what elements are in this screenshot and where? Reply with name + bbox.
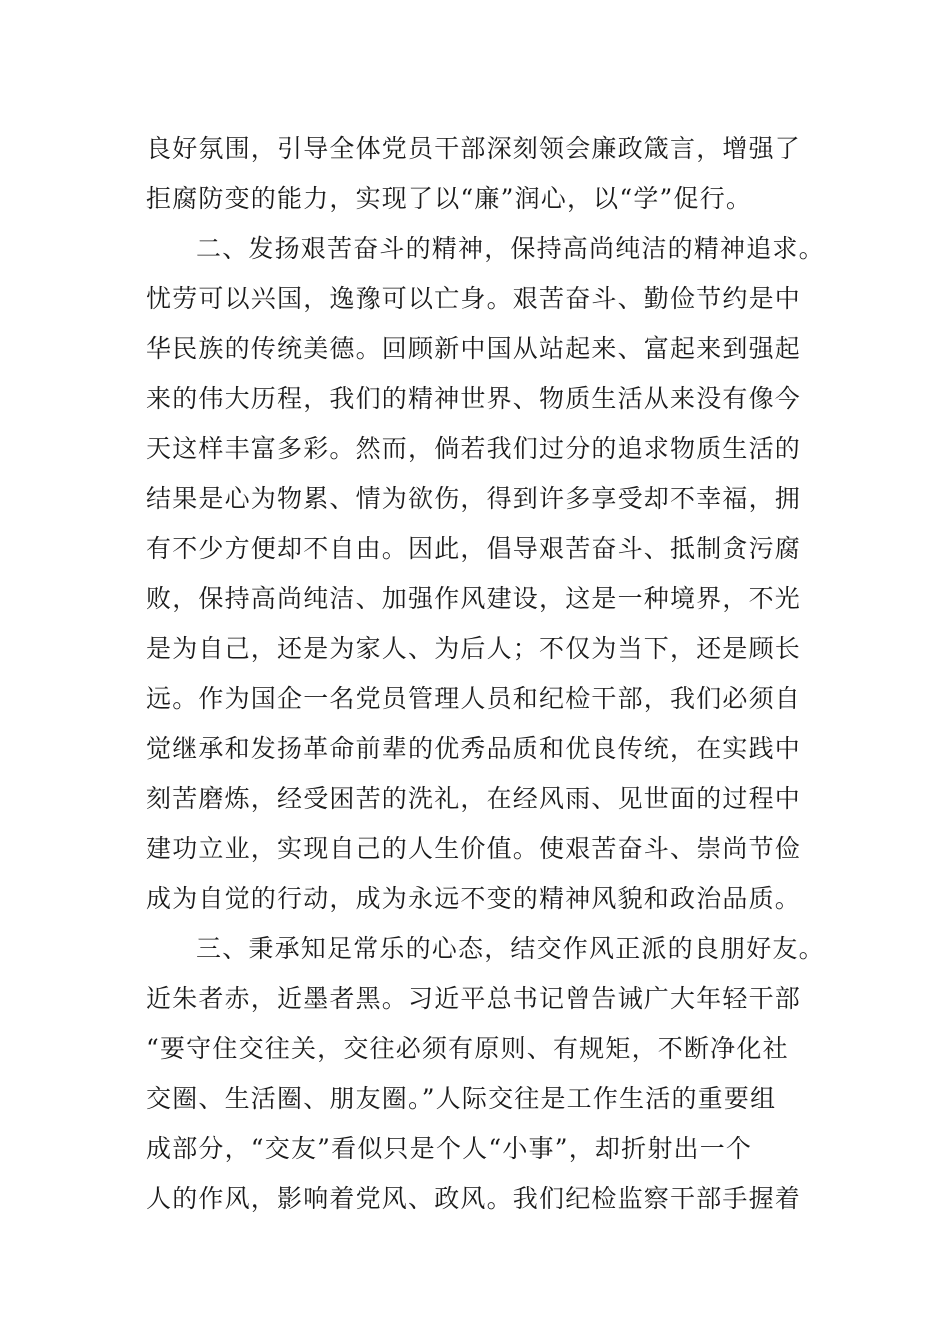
body-text	[146, 124, 826, 1224]
text-line: 人的作风，影响着党风、政风。我们纪检监察干部手握着	[146, 1184, 802, 1213]
text-line: 天这样丰富多彩。然而，倘若我们过分的追求物质生活的	[146, 434, 802, 463]
text-line: 拒腐防变的能力，实现了以“廉”润心，以“学”促行。	[146, 184, 753, 213]
text-line: 华民族的传统美德。回顾新中国从站起来、富起来到强起	[146, 334, 802, 363]
text-line: 是为自己，还是为家人、为后人；不仅为当下，还是顾长	[146, 634, 802, 663]
text-line: 远。作为国企一名党员管理人员和纪检干部，我们必须自	[146, 684, 802, 713]
text-line: 成部分，“交友”看似只是个人“小事”，却折射出一个	[146, 1134, 753, 1163]
section-heading-3: 三、秉承知足常乐的心态，结交作风正派的良朋好友。	[196, 934, 825, 963]
text-line: 交圈、生活圈、朋友圈。”人际交往是工作生活的重要组	[146, 1084, 777, 1113]
text-line: 来的伟大历程，我们的精神世界、物质生活从来没有像今	[146, 384, 802, 413]
text-line: 结果是心为物累、情为欲伤，得到许多享受却不幸福，拥	[146, 484, 802, 513]
text-line: 良好氛围，引导全体党员干部深刻领会廉政箴言，增强了	[146, 134, 802, 163]
text-line: 败，保持高尚纯洁、加强作风建设，这是一种境界，不光	[146, 584, 802, 613]
text-line: 刻苦磨炼，经受困苦的洗礼，在经风雨、见世面的过程中	[146, 784, 802, 813]
text-line: 有不少方便却不自由。因此，倡导艰苦奋斗、抵制贪污腐	[146, 534, 802, 563]
text-line: 建功立业，实现自己的人生价值。使艰苦奋斗、崇尚节俭	[146, 834, 802, 863]
text-line: 忧劳可以兴国，逸豫可以亡身。艰苦奋斗、勤俭节约是中	[146, 284, 802, 313]
text-line: “要守住交往关，交往必须有原则、有规矩，不断净化社	[146, 1034, 789, 1063]
text-line: 觉继承和发扬革命前辈的优秀品质和优良传统，在实践中	[146, 734, 802, 763]
text-line: 近朱者赤，近墨者黑。习近平总书记曾告诫广大年轻干部	[146, 984, 802, 1013]
text-line: 成为自觉的行动，成为永远不变的精神风貌和政治品质。	[146, 884, 802, 913]
section-heading-2: 二、发扬艰苦奋斗的精神，保持高尚纯洁的精神追求。	[196, 234, 825, 263]
